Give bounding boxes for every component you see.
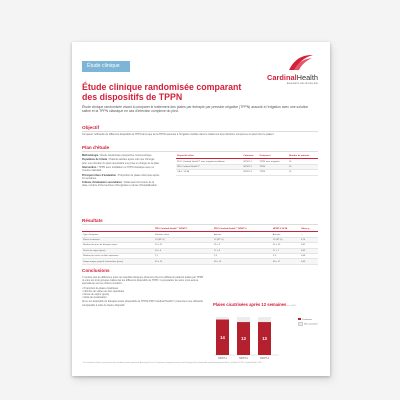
table-cell: Temps moyen jusqu'à cicatrisation (jours) [82,259,154,264]
chart-bar-unhealed [216,317,229,320]
legend-item [298,322,318,327]
table-cell: Dispositif utilisé [176,154,243,159]
table-cell: PRO Cardinal Health™ NPWT-2 [213,227,272,232]
table-cell: TPPN avec irrigation [258,159,288,164]
plan-item-key: Population de l'étude : [82,158,109,162]
table-cell: 13 (87 %) [272,237,300,242]
cardinal-health-logo [248,54,318,86]
legend-label: Non cicatrisées [304,323,318,326]
plan-item-value: Patients adultes ayant subi une chirurgie pour une infection du pied nécessitant une prise en charge de la plaie. [82,158,160,165]
conclusion-bullet: • Proportion de plaies cicatrisées [82,286,119,290]
table-cell: 2,1 [154,253,213,258]
plan-item-key: Principal critère d'évaluation : [82,173,118,177]
plan-item [82,181,160,187]
table-cell: 48 ± 17 [272,259,300,264]
table-cell: 0,68 [300,253,318,258]
table-cell: 2,3 [213,253,272,258]
table-cell: 24 ± 13 [272,243,300,248]
table-cell: NPWT-3 [243,170,259,175]
table-cell: Nombre de jours de thérapie requis [82,243,154,248]
table-cell: Plaies cicatrisées [82,237,154,242]
table-cell: Aucune [213,232,272,237]
plan-item-value: Étude randomisée prospective monocentrique. [99,154,153,157]
table-cell: Solution saline [154,232,213,237]
table-cell: Nombre de visites au bloc opératoire [82,253,154,258]
table-cell: V.A.C. ULTA [176,170,243,175]
legend-swatch [298,322,303,326]
healing-bar-chart [212,307,318,367]
table-cell: 0,45 [300,259,318,264]
conclusions-heading: Conclusions [82,268,110,273]
table-cell: 15 [288,164,318,169]
table-cell: PICO Cardinal Health™ avec irrigation instillation [176,159,243,164]
plan-list [82,154,160,189]
table-row [82,259,318,264]
conclusion-tail: Ainsi, les dispositifs de thérapie testés (dispositifs de TPPN) PRO Cardinal Health™ présentent une efficacité comparable à celle de l'autre dispositif. [82,300,203,307]
devices-table [176,154,318,176]
plan-item-value: Délai avant fermeture de la plaie, nombre d'interventions chirurgicales et durée d'hospitalisation. [82,181,158,188]
table-cell: 0,81 [300,243,318,248]
flyer-page [72,42,330,376]
table-cell: 2,3 [272,253,300,258]
table-cell: Type d'irrigation [82,232,154,237]
conclusions-paragraph: Il n'existe pas de différence entre les résultats cliniques observés chez les différents patients traités par TPPN ni entre les trois groupes traités par les différents dispositifs de TPPN : la prestation de soins s'est avérée équivalente sur les critères suivants : [82,276,204,286]
table-cell: 25 ± 9 [213,243,272,248]
chart-bar-unhealed [258,317,271,322]
plan-heading: Plan d'étude [82,145,110,150]
table-cell: 17 ± 6 [213,248,272,253]
chart-data-label: 13 [241,336,246,342]
plan-item-value: Proportion de plaies refermées après 12 semaines. [82,173,160,180]
plan-item-key: Critères d'évaluation secondaires : [82,181,124,185]
table-cell: 0,74 [300,237,318,242]
legend-label: Cicatrisées [302,319,312,321]
table-cell: NPWT-1 [243,159,259,164]
table-cell: 49 ± 13 [213,259,272,264]
table-cell: Aucune [272,232,300,237]
page-title: Étude clinique randomisée comparant des dispositifs de TPPN [82,82,242,102]
table-cell: 23 ± 11 [154,243,213,248]
chart-title: Plaies cicatrisées après 12 semaines p = 0,74 [213,302,296,307]
conclusion-bullet: • Nombre de visites au bloc opératoire [82,289,125,293]
objective-heading: Objectif [82,125,100,130]
plan-item [82,158,160,164]
plan-item-key: Méthodologie : [82,154,100,157]
table-cell: Fabricant [243,154,259,159]
chart-data-label: 13 [262,336,267,342]
plan-item [82,154,160,157]
table-row [176,170,318,175]
logo-wordmark: CardinalHealth [267,73,318,82]
table-cell: 16 ± 6 [154,248,213,253]
chart-tick-label: NPWT-3 [259,357,270,360]
table-cell: 43 ± 15 [154,259,213,264]
conclusion-bullet: • Délai de cicatrisation [82,296,107,300]
table-cell: 14 (93 %) [154,237,213,242]
table-cell: NPWT-3 ULTA [272,227,300,232]
footnote: * Les résultats de l'étude ne peuvent pas être considérés comme significatifs. Armstrong DG et al. Comparison of negative pressure wound therapy with an ultraportable mechanically powered device. Int Wound J 2011; Cardinal Health, 2023. [82,362,262,364]
logo-tagline: Essential to care du bien-être [286,82,318,85]
cardinal-swirl-icon [288,54,314,72]
chart-legend [298,318,318,327]
chart-tick-label: NPWT-1 [217,357,228,360]
table-cell: Durée du séjour (jours) [82,248,154,253]
chart-tick-label: NPWT-2 [238,357,249,360]
table-cell: PRO Cardinal Health™ [176,164,243,169]
plan-item [82,166,160,172]
category-tag: Étude clinique [82,61,130,72]
table-cell: 15 [288,170,318,175]
intro-text: Étude clinique randomisée visant à comparer le traitement des plaies par thérapie par pression négative (TPPN) associé à l'irrigation avec une solution saline et la TPPN classique en cas d'infection complexe du pied. [82,105,309,114]
conclusion-bullets [82,287,204,300]
plan-item [82,174,160,180]
table-cell: 0,92 [300,248,318,253]
table-cell: 17 ± 7 [272,248,300,253]
table-cell: 13 (87 %) [213,237,272,242]
chart-data-label: 14 [220,334,225,340]
table-cell: PRO Cardinal Health™ NPWT-1 [154,227,213,232]
plan-item-key: Intervention : [82,165,98,169]
plan-item-value: TPPN avec instillation ou TPPN classique avec un mousse standard. [82,165,155,173]
conclusions-text [82,276,204,307]
objective-text: Comparer l'efficacité de différents dispositifs de TPPN ainsi que de la TPPN associée à l'irrigation instillée dans le traitement des infections complexes du pied chez le patient. [82,133,275,136]
table-cell: NPWT-2 [243,164,259,169]
table-cell: Valeur p [300,227,318,232]
conclusion-bullet: • Durée du séjour (jours) [82,293,110,297]
table-cell: 15 [288,159,318,164]
legend-swatch [298,318,301,320]
table-cell: Traitement [258,154,288,159]
table-cell: TPPN [258,170,288,175]
table-cell: — [300,232,318,237]
chart-bar-unhealed [237,317,250,322]
results-table [82,227,318,265]
table-cell: Nombre de patients [288,154,318,159]
results-heading: Résultats [82,218,103,223]
table-cell: TPPN [258,164,288,169]
